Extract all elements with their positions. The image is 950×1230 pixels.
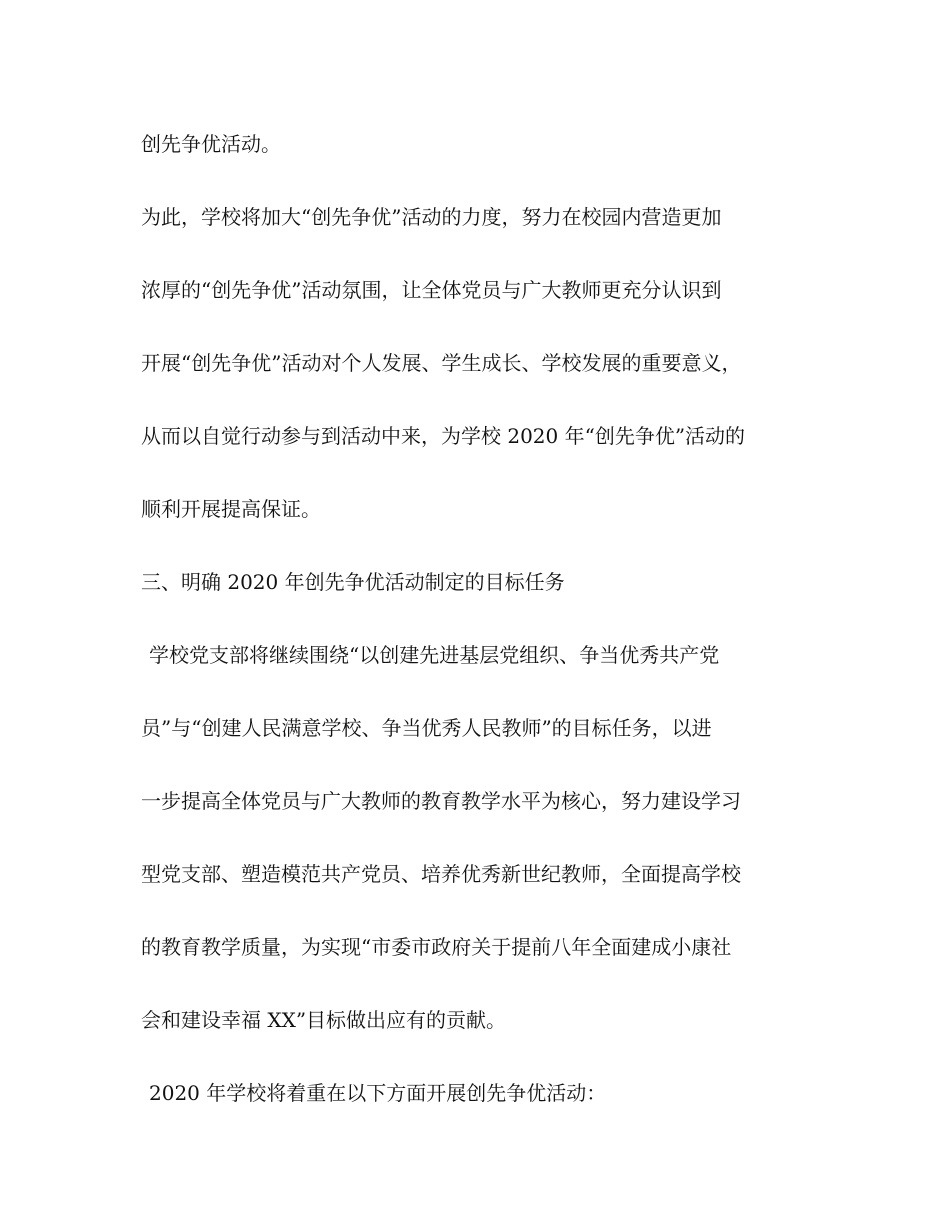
paragraph-line-2: 为此，学校将加大“创先争优”活动的力度，努力在校园内营造更加 bbox=[141, 205, 722, 229]
paragraph-line-8: 学校党支部将继续围绕“以创建先进基层党组织、争当优秀共产党 bbox=[149, 643, 720, 667]
paragraph-line-4: 开展“创先争优”活动对个人发展、学生成长、学校发展的重要意义， bbox=[141, 351, 742, 375]
paragraph-line-14: 2020 年学校将着重在以下方面开展创先争优活动： bbox=[149, 1081, 607, 1105]
paragraph-line-9: 员”与“创建人民满意学校、争当优秀人民教师”的目标任务，以进 bbox=[141, 716, 712, 740]
paragraph-line-11: 型党支部、塑造模范共产党员、培养优秀新世纪教师，全面提高学校 bbox=[141, 862, 741, 886]
paragraph-line-1: 创先争优活动。 bbox=[141, 132, 281, 156]
paragraph-line-5: 从而以自觉行动参与到活动中来，为学校 2020 年“创先争优”活动的 bbox=[141, 424, 746, 448]
paragraph-line-10: 一步提高全体党员与广大教师的教育教学水平为核心，努力建设学习 bbox=[141, 789, 741, 813]
paragraph-line-6: 顺利开展提高保证。 bbox=[141, 497, 321, 521]
paragraph-line-12: 的教育教学质量，为实现“市委市政府关于提前八年全面建成小康社 bbox=[141, 935, 732, 959]
paragraph-line-13: 会和建设幸福 XX”目标做出应有的贡献。 bbox=[141, 1008, 507, 1032]
section-heading: 三、明确 2020 年创先争优活动制定的目标任务 bbox=[141, 570, 565, 594]
paragraph-line-3: 浓厚的“创先争优”活动氛围，让全体党员与广大教师更充分认识到 bbox=[141, 278, 722, 302]
